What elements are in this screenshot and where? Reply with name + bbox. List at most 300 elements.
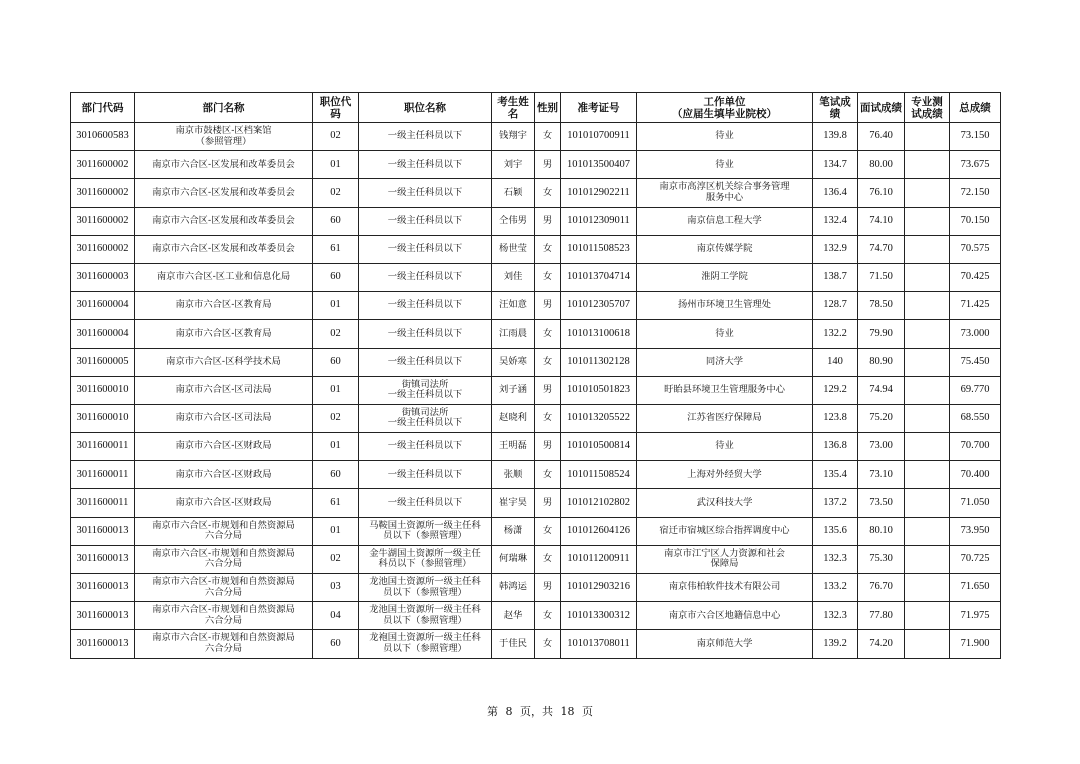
cell-pos-name — [359, 433, 492, 461]
cell-ticket: 101011508524 — [561, 461, 637, 489]
cell-dept-name — [135, 489, 313, 517]
cell-line: 服务中心 — [705, 191, 744, 203]
cell-dept-name — [135, 630, 313, 658]
cell-work-unit — [637, 263, 813, 291]
cell-interview: 76.10 — [858, 179, 905, 207]
cell-gender: 女 — [535, 235, 561, 263]
cell-work-unit — [637, 574, 813, 602]
cell-line: 扬州市环境卫生管理处 — [678, 299, 771, 311]
cell-pos-code: 02 — [313, 320, 359, 348]
cell-written: 139.2 — [813, 630, 858, 658]
cell-interview: 73.10 — [858, 461, 905, 489]
cell-name: 赵晓利 — [492, 404, 535, 432]
header-row — [71, 93, 1001, 123]
cell-dept-name — [135, 376, 313, 404]
cell-gender: 男 — [535, 376, 561, 404]
cell-ticket: 101011508523 — [561, 235, 637, 263]
cell-ticket: 101010700911 — [561, 123, 637, 151]
cell-pos-name — [359, 207, 492, 235]
cell-gender: 女 — [535, 461, 561, 489]
cell-pos-code: 02 — [313, 179, 359, 207]
cell-line: 金牛湖国土资源所一级主任 — [369, 547, 481, 559]
cell-name: 何瑞琳 — [492, 545, 535, 573]
cell-work-unit — [637, 630, 813, 658]
cell-line: 一级主任科员以下 — [387, 327, 463, 339]
table-row — [71, 602, 1001, 630]
cell-total: 71.900 — [950, 630, 1001, 658]
cell-dept-name — [135, 433, 313, 461]
table-row — [71, 207, 1001, 235]
footer-page-total: 18 — [560, 705, 575, 718]
footer-page-mid: 页，共 — [520, 705, 553, 718]
cell-written: 138.7 — [813, 263, 858, 291]
cell-line: 六合分局 — [204, 530, 243, 542]
cell-name: 仝伟男 — [492, 207, 535, 235]
cell-line: 南京市六合区-区司法局 — [175, 384, 272, 396]
cell-interview: 74.10 — [858, 207, 905, 235]
cell-interview: 79.90 — [858, 320, 905, 348]
cell-line: 南京师范大学 — [696, 637, 753, 649]
cell-interview: 74.20 — [858, 630, 905, 658]
cell-pos-name — [359, 602, 492, 630]
cell-written: 136.8 — [813, 433, 858, 461]
cell-dept-name — [135, 320, 313, 348]
cell-written: 137.2 — [813, 489, 858, 517]
cell-pos-code: 01 — [313, 292, 359, 320]
cell-dept-name — [135, 151, 313, 179]
cell-dept-code: 3011600002 — [71, 207, 135, 235]
table-row — [71, 263, 1001, 291]
header-total: 总成绩 — [950, 93, 1001, 123]
cell-dept-code: 3011600004 — [71, 292, 135, 320]
cell-written: 140 — [813, 348, 858, 376]
cell-name: 汪如意 — [492, 292, 535, 320]
cell-total: 69.770 — [950, 376, 1001, 404]
cell-dept-name — [135, 545, 313, 573]
cell-pos-code: 61 — [313, 489, 359, 517]
table-row — [71, 123, 1001, 151]
table-row — [71, 348, 1001, 376]
cell-line: 南京市六合区-市规划和自然资源局 — [152, 604, 295, 616]
cell-dept-code: 3011600013 — [71, 602, 135, 630]
cell-name: 于佳民 — [492, 630, 535, 658]
cell-work-unit — [637, 545, 813, 573]
cell-dept-name — [135, 235, 313, 263]
cell-line: 一级主任科员以下 — [387, 271, 463, 283]
table-header — [71, 93, 1001, 123]
cell-line: 南京市六合区-市规划和自然资源局 — [152, 547, 295, 559]
cell-special — [905, 545, 950, 573]
cell-ticket: 101013500407 — [561, 151, 637, 179]
cell-ticket: 101013205522 — [561, 404, 637, 432]
cell-interview: 74.70 — [858, 235, 905, 263]
cell-pos-code: 02 — [313, 404, 359, 432]
cell-name: 钱翔宇 — [492, 123, 535, 151]
cell-name: 刘宇 — [492, 151, 535, 179]
cell-pos-name — [359, 404, 492, 432]
cell-line: 南京市六合区-区发展和改革委员会 — [152, 186, 295, 198]
cell-line: 同济大学 — [705, 355, 744, 367]
cell-total: 73.675 — [950, 151, 1001, 179]
cell-pos-name — [359, 123, 492, 151]
cell-line: 科员以下（参照管理） — [378, 558, 472, 570]
cell-pos-code: 01 — [313, 517, 359, 545]
cell-ticket: 101013100618 — [561, 320, 637, 348]
cell-pos-code: 60 — [313, 207, 359, 235]
header-pos-name: 职位名称 — [359, 93, 492, 123]
cell-dept-name — [135, 123, 313, 151]
cell-total: 68.550 — [950, 404, 1001, 432]
cell-name: 石颖 — [492, 179, 535, 207]
cell-ticket: 101012309011 — [561, 207, 637, 235]
cell-total: 73.000 — [950, 320, 1001, 348]
cell-line: 南京市高淳区机关综合事务管理 — [659, 181, 790, 193]
cell-special — [905, 292, 950, 320]
header-written: 笔试成绩 — [813, 93, 858, 123]
cell-line: 南京市六合区-区发展和改革委员会 — [152, 214, 295, 226]
cell-written: 134.7 — [813, 151, 858, 179]
cell-work-unit — [637, 489, 813, 517]
cell-special — [905, 348, 950, 376]
cell-dept-code: 3011600011 — [71, 489, 135, 517]
cell-line: 一级主任科员以下 — [387, 389, 463, 401]
cell-special — [905, 602, 950, 630]
cell-name: 杨世莹 — [492, 235, 535, 263]
cell-gender: 男 — [535, 489, 561, 517]
cell-pos-name — [359, 461, 492, 489]
cell-special — [905, 461, 950, 489]
cell-line: 一级主任科员以下 — [387, 130, 463, 142]
cell-total: 73.950 — [950, 517, 1001, 545]
cell-written: 129.2 — [813, 376, 858, 404]
cell-line: 淮阴工学院 — [701, 271, 748, 283]
cell-ticket: 101013704714 — [561, 263, 637, 291]
cell-total: 70.425 — [950, 263, 1001, 291]
cell-pos-code: 61 — [313, 235, 359, 263]
cell-name: 杨潇 — [492, 517, 535, 545]
table-row — [71, 433, 1001, 461]
cell-pos-code: 60 — [313, 461, 359, 489]
cell-written: 135.6 — [813, 517, 858, 545]
cell-pos-name — [359, 489, 492, 517]
cell-dept-name — [135, 207, 313, 235]
header-pos-code: 职位代码 — [313, 93, 359, 123]
cell-work-unit — [637, 235, 813, 263]
cell-special — [905, 235, 950, 263]
cell-pos-name — [359, 545, 492, 573]
cell-pos-name — [359, 348, 492, 376]
cell-line: 六合分局 — [204, 586, 243, 598]
cell-work-unit — [637, 517, 813, 545]
cell-line: 南京市六合区-市规划和自然资源局 — [152, 632, 295, 644]
cell-ticket: 101012102802 — [561, 489, 637, 517]
cell-line: 待业 — [715, 440, 734, 452]
cell-total: 75.450 — [950, 348, 1001, 376]
cell-ticket: 101012902211 — [561, 179, 637, 207]
cell-work-unit — [637, 151, 813, 179]
cell-line: 南京市六合区-市规划和自然资源局 — [152, 576, 295, 588]
cell-total: 71.050 — [950, 489, 1001, 517]
header-interview: 面试成绩 — [858, 93, 905, 123]
cell-line: （参照管理） — [195, 135, 252, 147]
cell-line: 一级主任科员以下 — [387, 417, 463, 429]
cell-special — [905, 376, 950, 404]
cell-line: 六合分局 — [204, 558, 243, 570]
table-row — [71, 179, 1001, 207]
cell-line: 南京伟柏软件技术有限公司 — [668, 581, 781, 593]
cell-dept-code: 3011600010 — [71, 404, 135, 432]
cell-line: 待业 — [715, 327, 734, 339]
cell-gender: 女 — [535, 545, 561, 573]
cell-dept-code: 3011600002 — [71, 179, 135, 207]
cell-line: 龙池国土资源所一级主任科 — [369, 576, 481, 588]
cell-special — [905, 151, 950, 179]
cell-line: 一级主任科员以下 — [387, 243, 463, 255]
cell-line: 南京市六合区-区教育局 — [175, 327, 272, 339]
cell-dept-code: 3011600011 — [71, 433, 135, 461]
cell-work-unit — [637, 433, 813, 461]
cell-pos-name — [359, 630, 492, 658]
cell-line: 盱眙县环境卫生管理服务中心 — [664, 384, 785, 396]
cell-gender: 男 — [535, 292, 561, 320]
cell-line: 马鞍国土资源所一级主任科 — [369, 519, 481, 531]
cell-pos-name — [359, 235, 492, 263]
cell-interview: 73.50 — [858, 489, 905, 517]
cell-pos-code: 01 — [313, 376, 359, 404]
cell-gender: 男 — [535, 574, 561, 602]
table-row — [71, 461, 1001, 489]
cell-ticket: 101010500814 — [561, 433, 637, 461]
cell-gender: 女 — [535, 517, 561, 545]
results-table — [70, 92, 1001, 659]
cell-ticket: 101013708011 — [561, 630, 637, 658]
table-row — [71, 292, 1001, 320]
cell-pos-code: 60 — [313, 348, 359, 376]
cell-written: 132.9 — [813, 235, 858, 263]
header-special-line2: 试成绩 — [911, 107, 943, 120]
cell-gender: 女 — [535, 602, 561, 630]
cell-interview: 80.00 — [858, 151, 905, 179]
cell-ticket: 101012604126 — [561, 517, 637, 545]
cell-line: 一级主任科员以下 — [387, 214, 463, 226]
cell-gender: 男 — [535, 207, 561, 235]
header-gender: 性别 — [535, 93, 561, 123]
cell-total: 72.150 — [950, 179, 1001, 207]
cell-dept-code: 3011600010 — [71, 376, 135, 404]
cell-pos-code: 01 — [313, 151, 359, 179]
cell-dept-name — [135, 574, 313, 602]
cell-gender: 女 — [535, 179, 561, 207]
cell-special — [905, 404, 950, 432]
cell-dept-code: 3011600005 — [71, 348, 135, 376]
cell-line: 南京市六合区-区教育局 — [175, 299, 272, 311]
cell-line: 南京市六合区地籍信息中心 — [668, 609, 781, 621]
cell-pos-name — [359, 320, 492, 348]
cell-interview: 71.50 — [858, 263, 905, 291]
cell-written: 128.7 — [813, 292, 858, 320]
table-row — [71, 517, 1001, 545]
cell-written: 132.2 — [813, 320, 858, 348]
cell-special — [905, 123, 950, 151]
cell-pos-code: 02 — [313, 545, 359, 573]
cell-work-unit — [637, 602, 813, 630]
cell-pos-code: 03 — [313, 574, 359, 602]
cell-total: 70.150 — [950, 207, 1001, 235]
cell-written: 133.2 — [813, 574, 858, 602]
cell-line: 一级主任科员以下 — [387, 158, 463, 170]
cell-line: 南京市六合区-区科学技术局 — [166, 355, 281, 367]
cell-work-unit — [637, 207, 813, 235]
cell-gender: 女 — [535, 263, 561, 291]
cell-dept-code: 3011600004 — [71, 320, 135, 348]
cell-work-unit — [637, 348, 813, 376]
cell-written: 136.4 — [813, 179, 858, 207]
cell-pos-name — [359, 263, 492, 291]
cell-line: 江苏省医疗保障局 — [687, 412, 762, 424]
cell-ticket: 101011302128 — [561, 348, 637, 376]
cell-interview: 75.30 — [858, 545, 905, 573]
cell-special — [905, 630, 950, 658]
header-work-unit — [637, 93, 813, 123]
cell-line: 员以下（参照管理） — [383, 642, 467, 654]
cell-pos-name — [359, 179, 492, 207]
header-work-unit-line2: （应届生填毕业院校） — [672, 107, 777, 120]
cell-dept-name — [135, 404, 313, 432]
cell-line: 宿迁市宿城区综合指挥调度中心 — [659, 524, 790, 536]
cell-ticket: 101012903216 — [561, 574, 637, 602]
footer-page-prefix: 第 — [487, 705, 498, 718]
cell-work-unit — [637, 376, 813, 404]
cell-name: 刘佳 — [492, 263, 535, 291]
table-row — [71, 574, 1001, 602]
cell-dept-name — [135, 461, 313, 489]
cell-ticket: 101010501823 — [561, 376, 637, 404]
cell-line: 一级主任科员以下 — [387, 496, 463, 508]
cell-total: 73.150 — [950, 123, 1001, 151]
cell-line: 一级主任科员以下 — [387, 299, 463, 311]
cell-line: 南京市六合区-区财政局 — [175, 468, 272, 480]
cell-interview: 76.70 — [858, 574, 905, 602]
cell-dept-code: 3011600013 — [71, 630, 135, 658]
cell-gender: 女 — [535, 123, 561, 151]
cell-line: 员以下（参照管理） — [383, 530, 467, 542]
cell-interview: 80.90 — [858, 348, 905, 376]
cell-line: 武汉科技大学 — [696, 496, 753, 508]
page-footer — [0, 703, 1080, 719]
cell-line: 南京传媒学院 — [696, 243, 753, 255]
cell-line: 一级主任科员以下 — [387, 355, 463, 367]
cell-work-unit — [637, 461, 813, 489]
cell-special — [905, 207, 950, 235]
cell-written: 139.8 — [813, 123, 858, 151]
header-dept-name: 部门名称 — [135, 93, 313, 123]
cell-written: 132.3 — [813, 545, 858, 573]
cell-name: 江雨晨 — [492, 320, 535, 348]
cell-gender: 女 — [535, 348, 561, 376]
cell-ticket: 101011200911 — [561, 545, 637, 573]
cell-interview: 76.40 — [858, 123, 905, 151]
cell-written: 123.8 — [813, 404, 858, 432]
cell-line: 南京市六合区-区司法局 — [175, 412, 272, 424]
cell-dept-code: 3011600013 — [71, 517, 135, 545]
table-body — [71, 123, 1001, 659]
cell-dept-name — [135, 263, 313, 291]
cell-name: 崔宇昊 — [492, 489, 535, 517]
header-special-line1: 专业测 — [911, 95, 943, 108]
cell-special — [905, 263, 950, 291]
table-row — [71, 320, 1001, 348]
cell-pos-name — [359, 376, 492, 404]
cell-written: 132.3 — [813, 602, 858, 630]
cell-work-unit — [637, 123, 813, 151]
cell-special — [905, 489, 950, 517]
cell-pos-code: 01 — [313, 433, 359, 461]
cell-dept-code: 3011600011 — [71, 461, 135, 489]
cell-dept-code: 3011600002 — [71, 151, 135, 179]
table-row — [71, 376, 1001, 404]
cell-line: 龙池国土资源所一级主任科 — [369, 604, 481, 616]
cell-pos-code: 60 — [313, 263, 359, 291]
cell-line: 南京市六合区-区财政局 — [175, 440, 272, 452]
cell-written: 132.4 — [813, 207, 858, 235]
cell-interview: 74.94 — [858, 376, 905, 404]
cell-special — [905, 433, 950, 461]
cell-pos-code: 60 — [313, 630, 359, 658]
cell-dept-name — [135, 348, 313, 376]
cell-work-unit — [637, 179, 813, 207]
cell-work-unit — [637, 404, 813, 432]
cell-line: 南京信息工程大学 — [687, 214, 762, 226]
cell-line: 南京市六合区-区发展和改革委员会 — [152, 158, 295, 170]
cell-dept-code: 3011600002 — [71, 235, 135, 263]
cell-gender: 女 — [535, 630, 561, 658]
cell-name: 韩鸿运 — [492, 574, 535, 602]
cell-interview: 80.10 — [858, 517, 905, 545]
cell-line: 南京市六合区-区发展和改革委员会 — [152, 243, 295, 255]
cell-total: 71.425 — [950, 292, 1001, 320]
cell-line: 南京市六合区-区财政局 — [175, 496, 272, 508]
cell-pos-code: 04 — [313, 602, 359, 630]
cell-dept-name — [135, 517, 313, 545]
cell-dept-code: 3011600013 — [71, 574, 135, 602]
header-dept-code: 部门代码 — [71, 93, 135, 123]
cell-pos-name — [359, 574, 492, 602]
table-row — [71, 235, 1001, 263]
cell-work-unit — [637, 320, 813, 348]
cell-pos-name — [359, 292, 492, 320]
cell-line: 上海对外经贸大学 — [687, 468, 762, 480]
header-special — [905, 93, 950, 123]
cell-interview: 73.00 — [858, 433, 905, 461]
cell-ticket: 101013300312 — [561, 602, 637, 630]
cell-line: 南京市六合区-区工业和信息化局 — [156, 271, 291, 283]
cell-total: 71.650 — [950, 574, 1001, 602]
cell-line: 南京市六合区-市规划和自然资源局 — [152, 519, 295, 531]
cell-interview: 78.50 — [858, 292, 905, 320]
cell-gender: 女 — [535, 320, 561, 348]
cell-line: 南京市鼓楼区-区档案馆 — [175, 125, 272, 137]
cell-total: 70.400 — [950, 461, 1001, 489]
cell-name: 王明磊 — [492, 433, 535, 461]
cell-line: 街镇司法所 — [401, 406, 449, 418]
cell-line: 一级主任科员以下 — [387, 468, 463, 480]
cell-total: 71.975 — [950, 602, 1001, 630]
cell-line: 员以下（参照管理） — [383, 614, 467, 626]
cell-line: 待业 — [715, 130, 734, 142]
footer-page-number: 8 — [505, 705, 513, 718]
cell-special — [905, 574, 950, 602]
cell-dept-code: 3011600013 — [71, 545, 135, 573]
